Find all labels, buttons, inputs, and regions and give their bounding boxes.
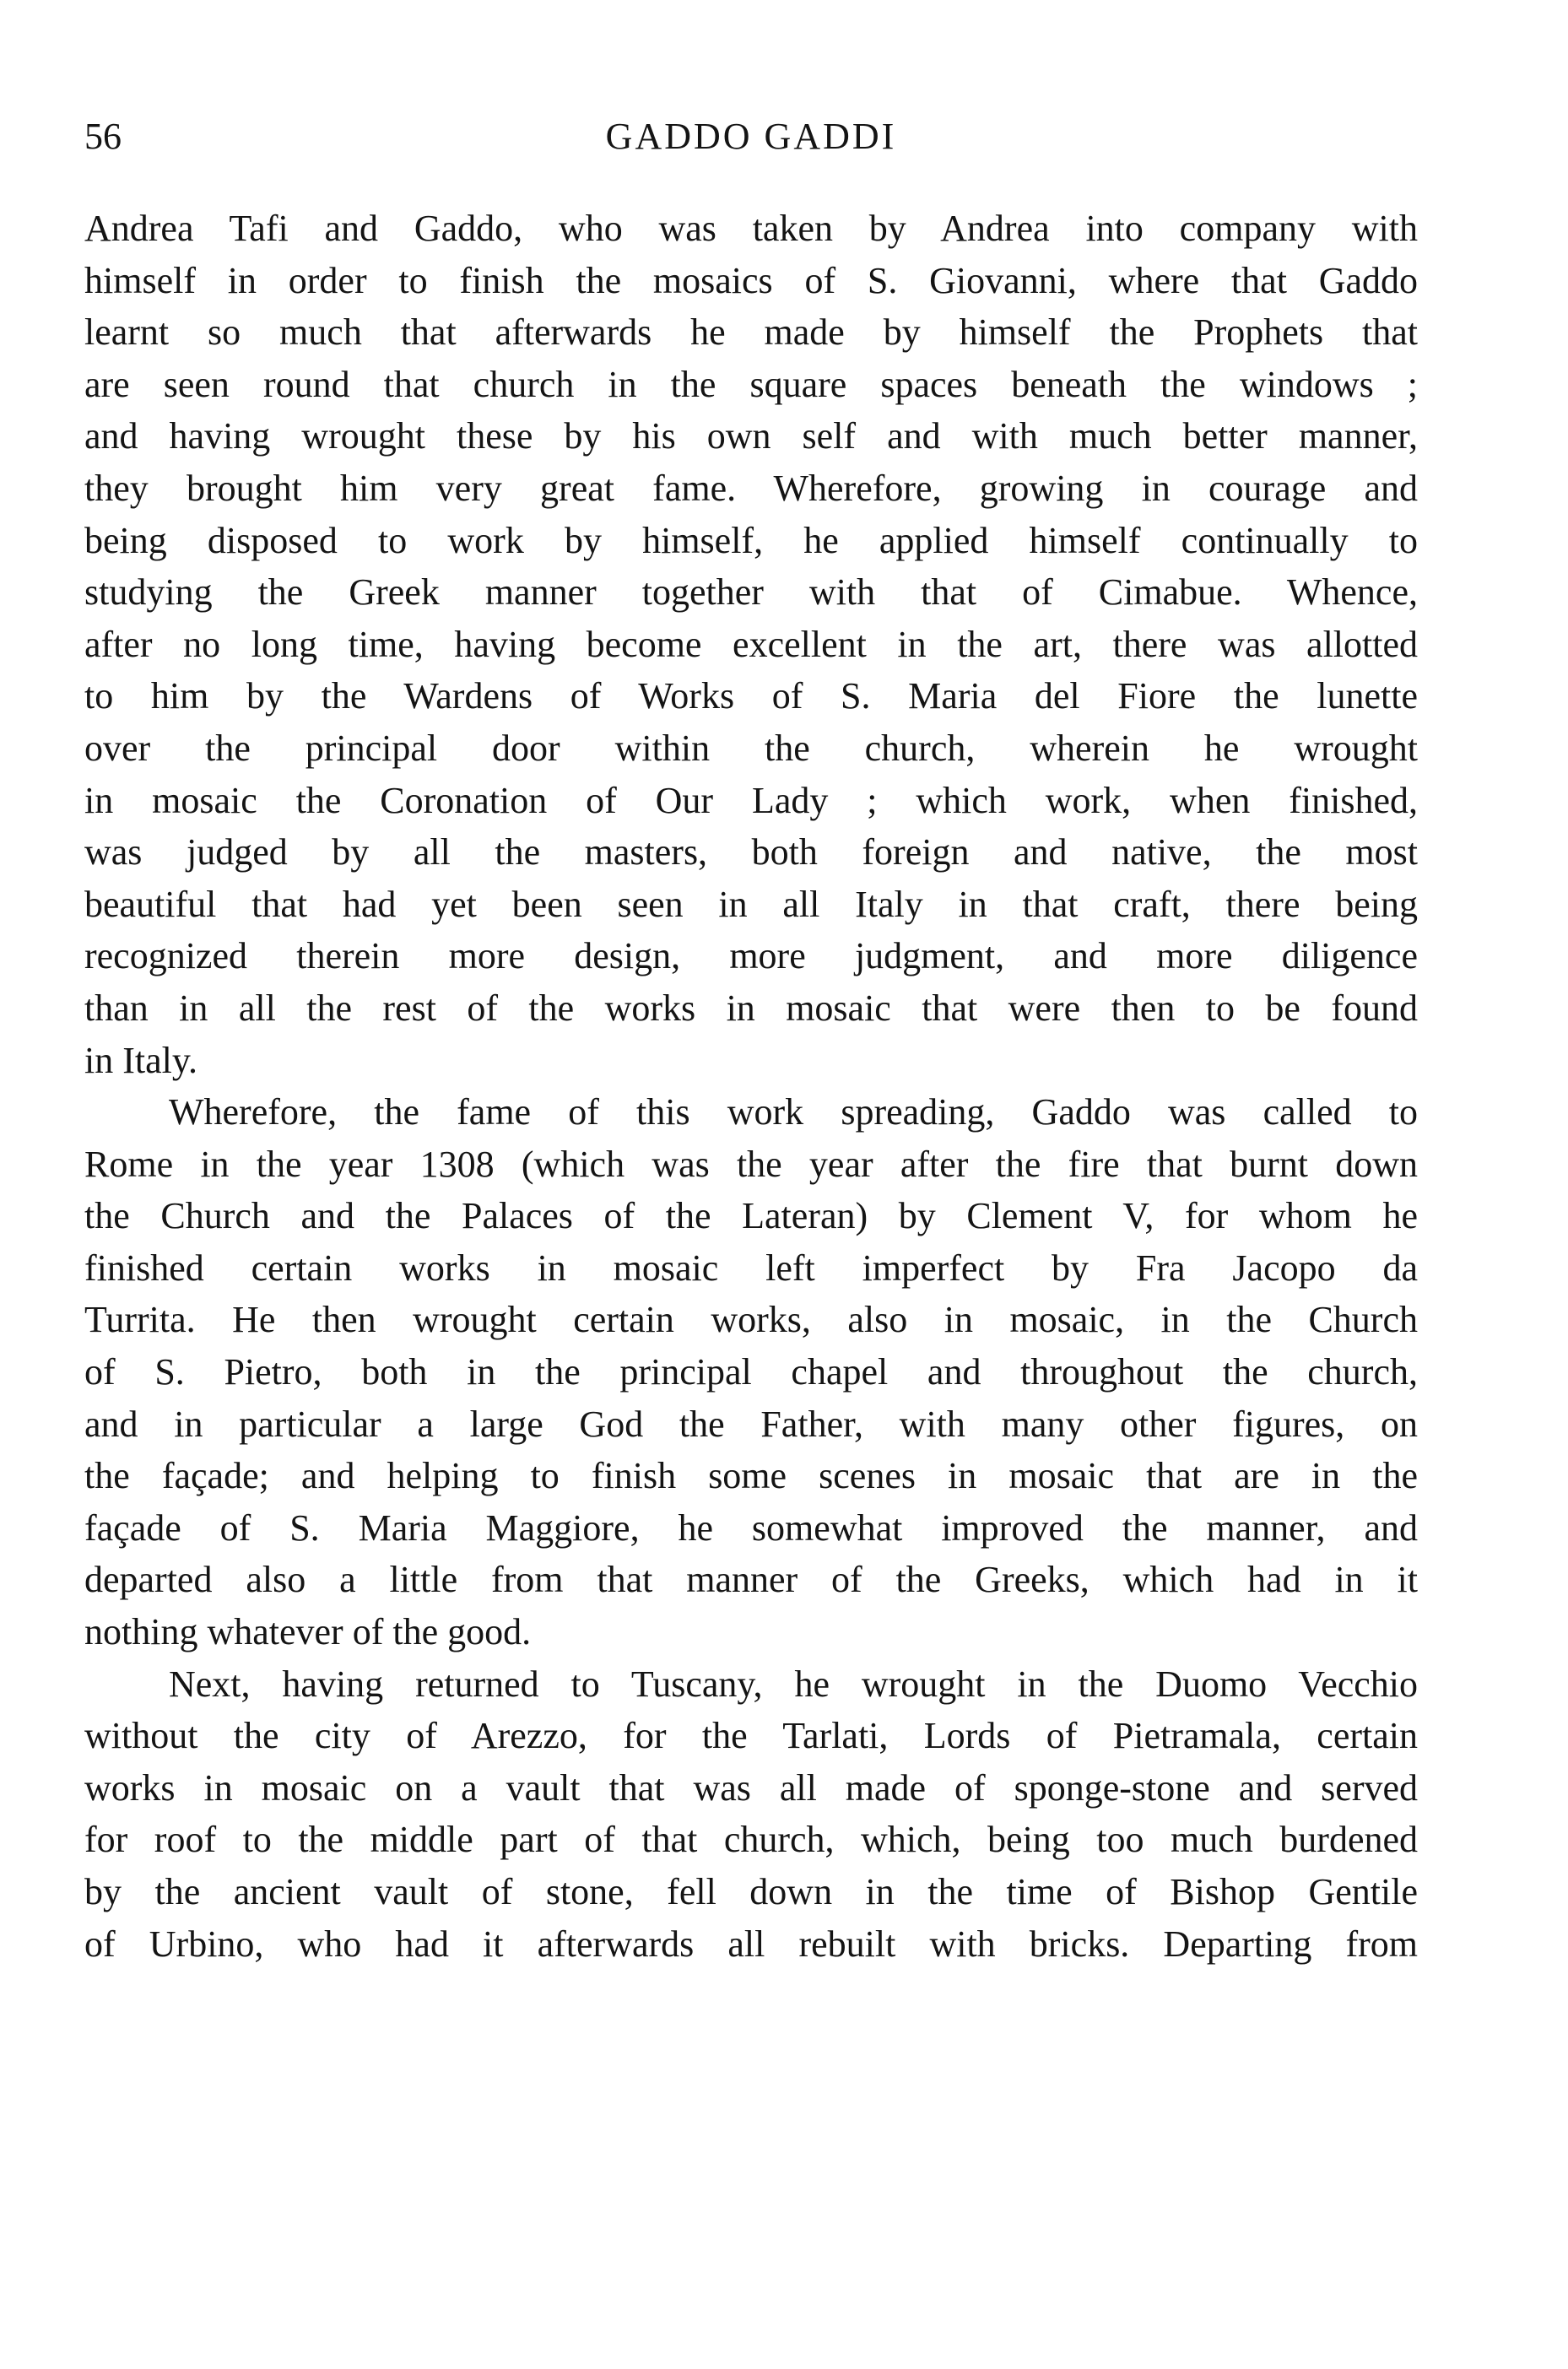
text-line: and in particular a large God the Father, with many other figures, on	[84, 1403, 1418, 1445]
text-line: than in all the rest of the works in mosaic that were then to be found	[84, 987, 1418, 1029]
text-line: façade of S. Maria Maggiore, he somewhat improved the manner, and	[84, 1506, 1418, 1549]
text-line: the Church and the Palaces of the Lateran) by Clement V, for whom he	[84, 1195, 1418, 1237]
text-line: works in mosaic on a vault that was all made of sponge-stone and served	[84, 1766, 1418, 1809]
text-line: by the ancient vault of stone, fell down in the time of Bishop Gentile	[84, 1871, 1418, 1912]
text-line: are seen round that church in the square spaces beneath the windows ;	[84, 363, 1418, 405]
text-line: in mosaic the Coronation of Our Lady ; which work, when finished,	[84, 779, 1418, 821]
text-line: Turrita. He then wrought certain works, also in mosaic, in the Church	[84, 1299, 1418, 1341]
page-header	[84, 111, 1418, 170]
text-line: himself in order to finish the mosaics of S. Giovanni, where that Gaddo	[84, 259, 1418, 301]
paragraph	[84, 1086, 1418, 1658]
running-title: GADDO GADDI	[605, 116, 897, 157]
paragraph	[84, 1658, 1418, 1971]
text-line: nothing whatever of the good.	[84, 1611, 532, 1653]
text-line: to him by the Wardens of Works of S. Maria del Fiore the lunette	[84, 675, 1418, 717]
text-line: being disposed to work by himself, he applied himself continually to	[84, 519, 1418, 561]
text-line: and having wrought these by his own self and with much better manner,	[84, 415, 1418, 457]
text-line: for roof to the middle part of that church, which, being too much burdened	[84, 1819, 1418, 1861]
text-line: studying the Greek manner together with that of Cimabue. Whence,	[84, 571, 1418, 614]
text-line: Rome in the year 1308 (which was the year after the fire that burnt down	[84, 1143, 1418, 1185]
text-line: Wherefore, the fame of this work spreading, Gaddo was called to	[169, 1091, 1418, 1133]
text-line: departed also a little from that manner of the Greeks, which had in it	[84, 1559, 1418, 1601]
text-line: without the city of Arezzo, for the Tarlati, Lords of Pietramala, certain	[84, 1715, 1418, 1757]
body-text	[84, 203, 1418, 1970]
page-number: 56	[84, 116, 122, 157]
text-line: they brought him very great fame. Wherefore, growing in courage and	[84, 467, 1418, 509]
text-line: of S. Pietro, both in the principal chapel and throughout the church,	[84, 1351, 1418, 1393]
text-line: was judged by all the masters, both foreign and native, the most	[84, 831, 1418, 874]
text-line: recognized therein more design, more judgment, and more diligence	[84, 935, 1418, 977]
text-line: of Urbino, who had it afterwards all rebuilt with bricks. Departing from	[84, 1923, 1418, 1965]
text-line: in Italy.	[84, 1039, 197, 1081]
text-line: learnt so much that afterwards he made by himself the Prophets that	[84, 311, 1418, 354]
text-line: finished certain works in mosaic left imperfect by Fra Jacopo da	[84, 1247, 1418, 1289]
text-line: beautiful that had yet been seen in all Italy in that craft, there being	[84, 883, 1418, 925]
paragraph	[84, 203, 1418, 1086]
text-line: over the principal door within the church, wherein he wrought	[84, 727, 1418, 769]
text-line: the façade; and helping to finish some scenes in mosaic that are in the	[84, 1455, 1418, 1497]
text-line: after no long time, having become excellent in the art, there was allotted	[84, 623, 1418, 665]
text-line: Next, having returned to Tuscany, he wrought in the Duomo Vecchio	[169, 1663, 1418, 1705]
text-line: Andrea Tafi and Gaddo, who was taken by Andrea into company with	[84, 208, 1418, 249]
